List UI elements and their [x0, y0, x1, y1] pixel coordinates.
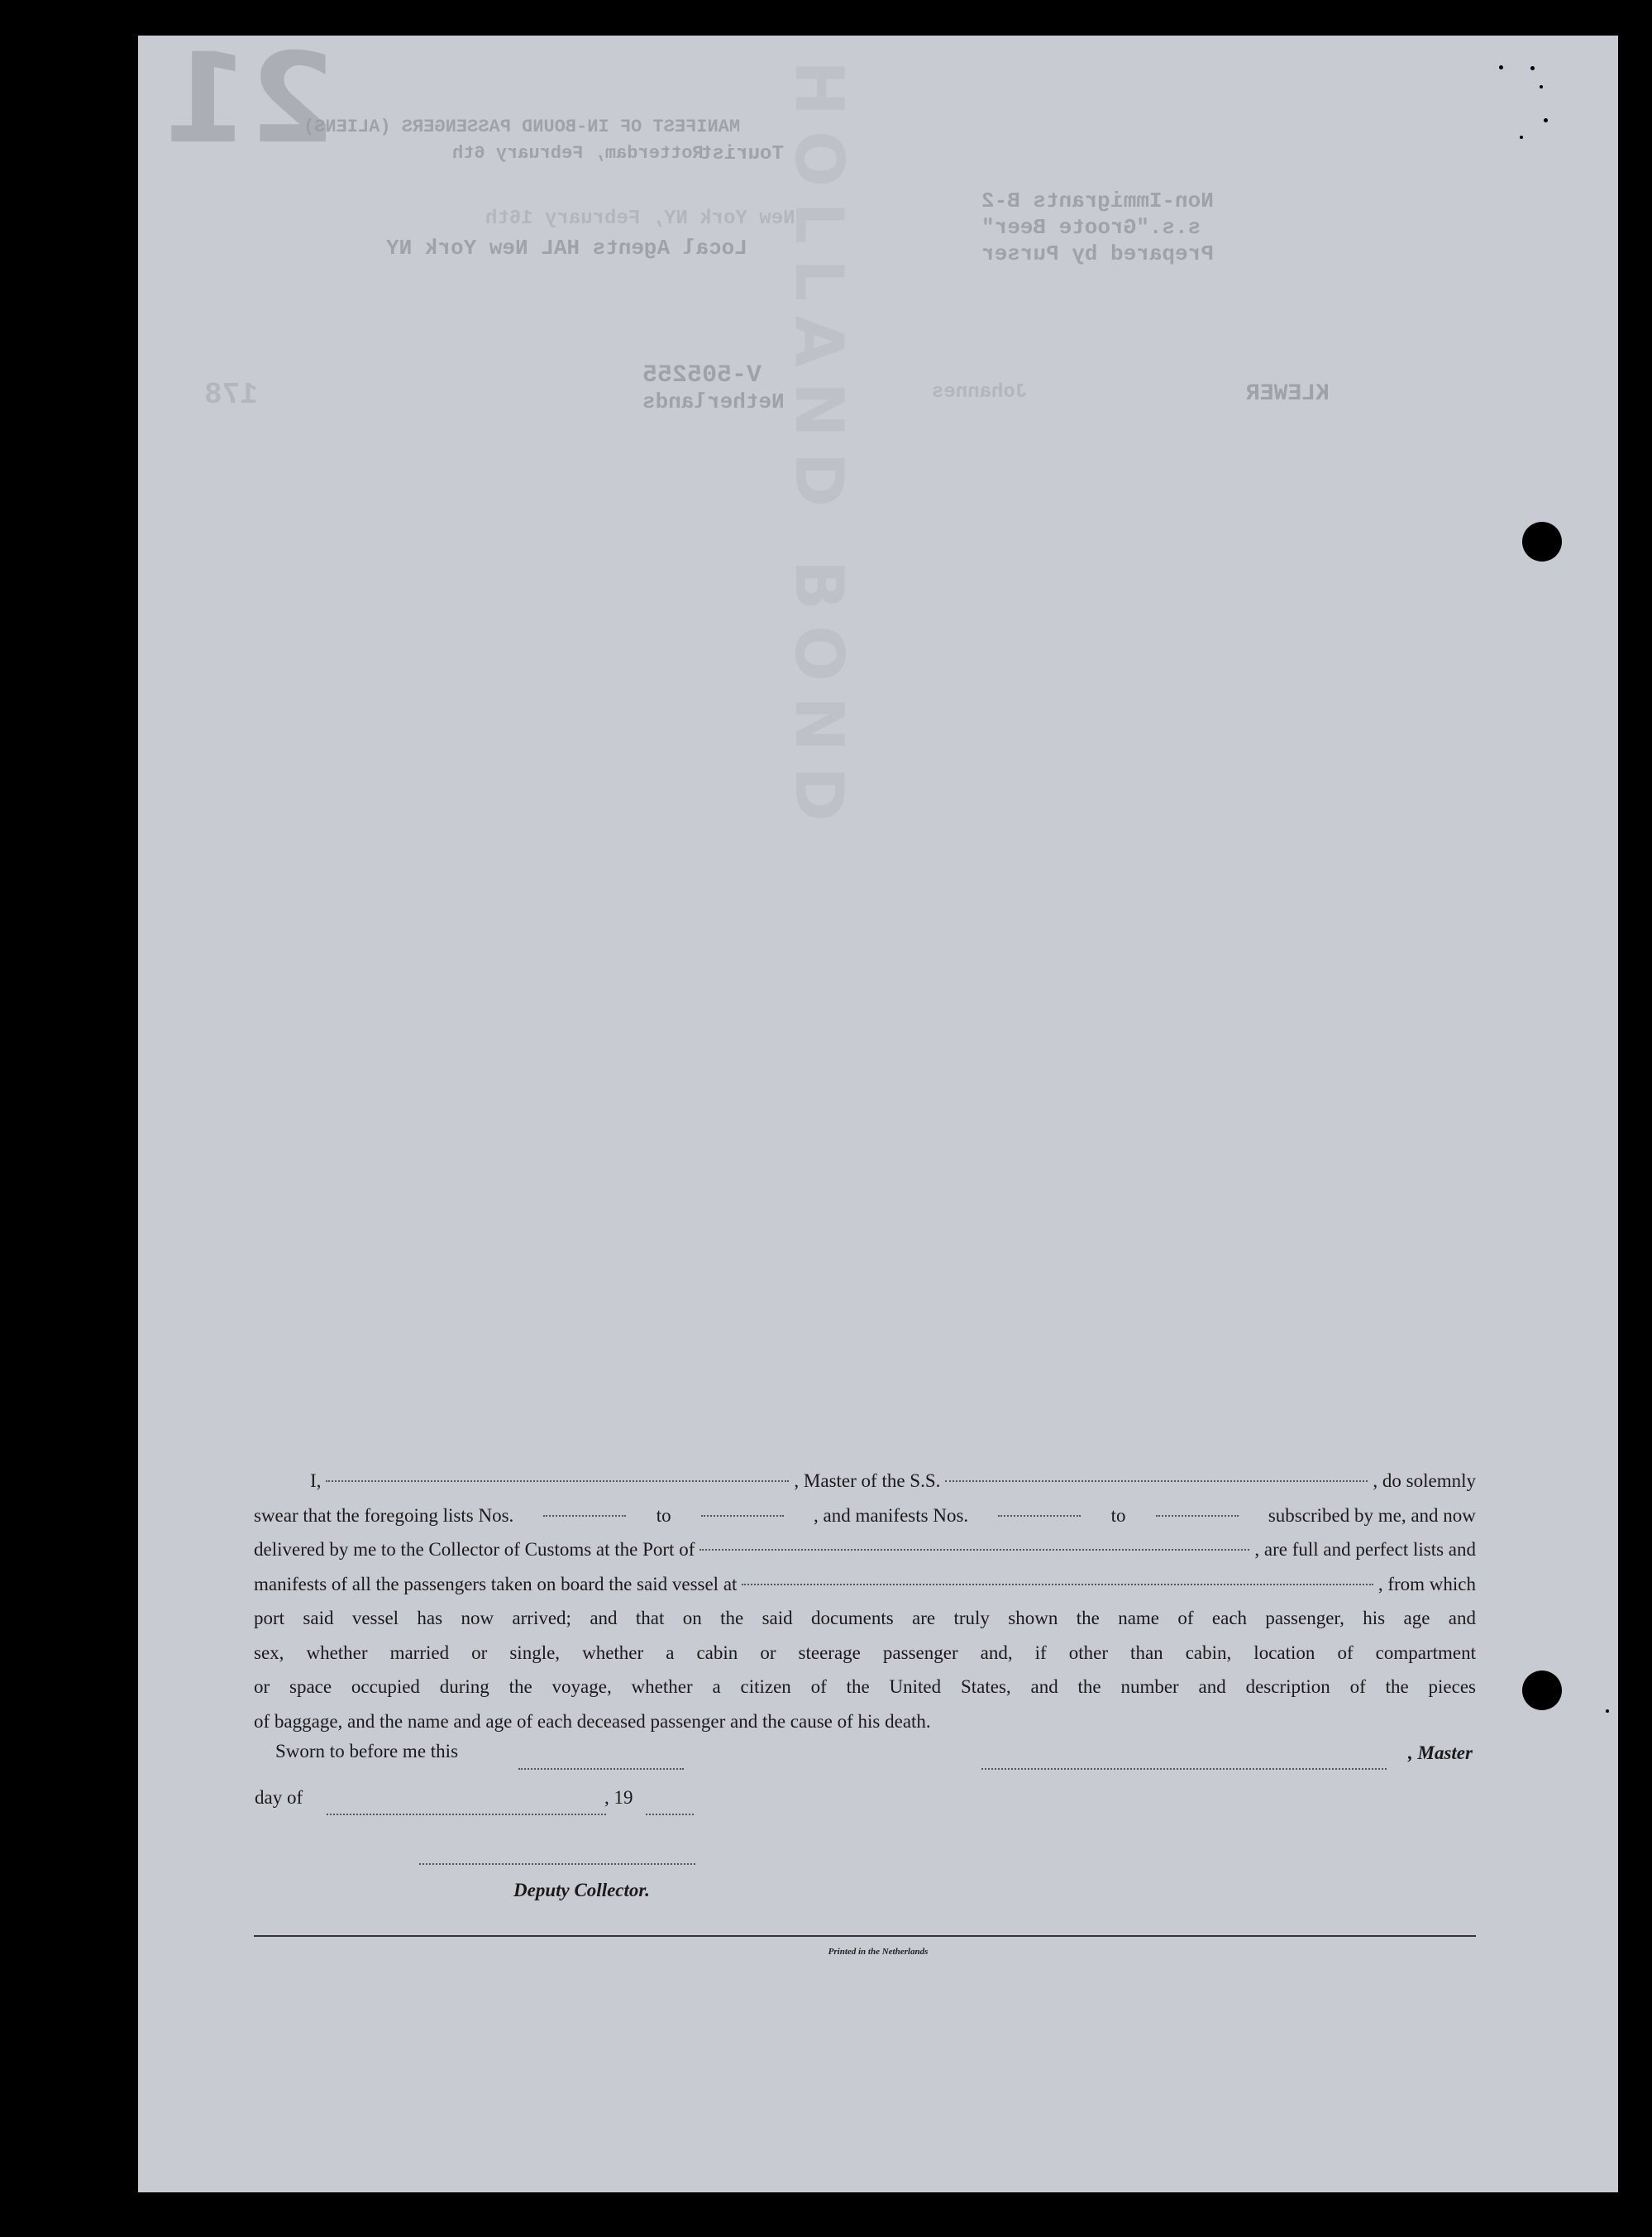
oath-line: sex, whether married or single, whether a cabin or steerage passenger and, if other than cabin, location of compartment	[254, 1642, 1476, 1663]
oath-text: swear that the foregoing lists Nos.	[254, 1504, 514, 1526]
blank-master-name[interactable]	[326, 1480, 789, 1482]
speck	[1540, 85, 1543, 88]
oath-text: subscribed by me, and now	[1268, 1504, 1476, 1526]
speck	[31, 539, 35, 543]
oath-text: , do solemnly	[1373, 1470, 1476, 1491]
blank-list-to[interactable]	[701, 1515, 784, 1517]
bleed-line: Rotterdam, February 6th	[452, 143, 704, 164]
blank-list-from[interactable]	[543, 1515, 626, 1517]
bleed-line: s.s."Groote Beer"	[981, 215, 1201, 240]
watermark: HOLLAND BOND	[781, 60, 857, 837]
blank-departure-port[interactable]	[742, 1584, 1373, 1585]
bleed-line: MANIFEST OF IN-BOUND PASSENGERS (ALIENS)	[303, 117, 741, 137]
oath-text: to	[656, 1504, 671, 1526]
oath-text: , Master of the S.S.	[794, 1470, 941, 1491]
oath-line	[254, 1464, 1476, 1499]
bleed-line: Netherlands	[642, 390, 785, 414]
oath-text: , and manifests Nos.	[813, 1504, 969, 1526]
bleed-line: Non-Immigrants B-2	[981, 189, 1214, 213]
blank-year[interactable]	[646, 1814, 694, 1815]
blank-deputy-signature[interactable]	[419, 1863, 695, 1865]
blank-master-signature[interactable]	[981, 1768, 1387, 1770]
footer-rule	[254, 1935, 1476, 1937]
oath-text: to	[1110, 1504, 1126, 1526]
year-label: , 19	[604, 1787, 633, 1808]
bleed-line: Local Agents HAL New York NY	[386, 236, 747, 261]
oath-line: of baggage, and the name and age of each deceased passenger and the cause of his death.	[254, 1710, 931, 1732]
blank-sworn-date[interactable]	[518, 1768, 684, 1770]
speck	[1606, 1709, 1609, 1713]
oath-text: , from which	[1377, 1573, 1476, 1594]
deputy-label: Deputy Collector.	[513, 1880, 650, 1900]
day-of-label: day of	[255, 1787, 303, 1808]
oath-text: I,	[310, 1470, 322, 1491]
blank-manifest-from[interactable]	[998, 1515, 1081, 1517]
oath-line	[254, 1499, 1476, 1533]
bleed-line: 178	[204, 378, 258, 412]
oath-line	[254, 1532, 1476, 1567]
punch-hole	[1522, 1671, 1562, 1710]
punch-hole	[1522, 522, 1562, 562]
master-label: , Master	[1408, 1742, 1473, 1763]
bleed-line: Prepared by Purser	[981, 241, 1214, 266]
oath-block	[254, 1464, 1476, 1738]
oath-text: , are full and perfect lists and	[1254, 1539, 1476, 1560]
bleed-line: New York NY, February 16th	[485, 208, 795, 230]
oath-line: port said vessel has now arrived; and that on the said documents are truly shown the name of each passenger, his age and	[254, 1608, 1476, 1628]
printed-note: Printed in the Netherlands	[828, 1947, 929, 1957]
bleed-line: V-505255	[642, 361, 762, 390]
bleed-big-number: 21	[163, 36, 336, 171]
bleed-line: Johannes	[932, 381, 1028, 404]
oath-text: delivered by me to the Collector of Customs at the Port of	[254, 1539, 695, 1560]
blank-ship-name[interactable]	[945, 1480, 1368, 1482]
blank-port[interactable]	[699, 1549, 1249, 1551]
oath-line	[254, 1567, 1476, 1602]
bleed-line: KLEWER	[1246, 381, 1330, 407]
oath-line: or space occupied during the voyage, whether a citizen of the United States, and the number and description of the pieces	[254, 1676, 1476, 1697]
speck	[1520, 136, 1523, 139]
speck	[1530, 66, 1535, 70]
bleed-line: Tourist	[700, 143, 784, 165]
speck	[1499, 65, 1503, 69]
document-page	[138, 36, 1618, 2192]
sworn-label: Sworn to before me this	[275, 1741, 459, 1761]
blank-manifest-to[interactable]	[1156, 1515, 1239, 1517]
oath-text: manifests of all the passengers taken on board the said vessel at	[254, 1573, 738, 1594]
speck	[1544, 118, 1548, 122]
blank-day[interactable]	[327, 1814, 606, 1815]
